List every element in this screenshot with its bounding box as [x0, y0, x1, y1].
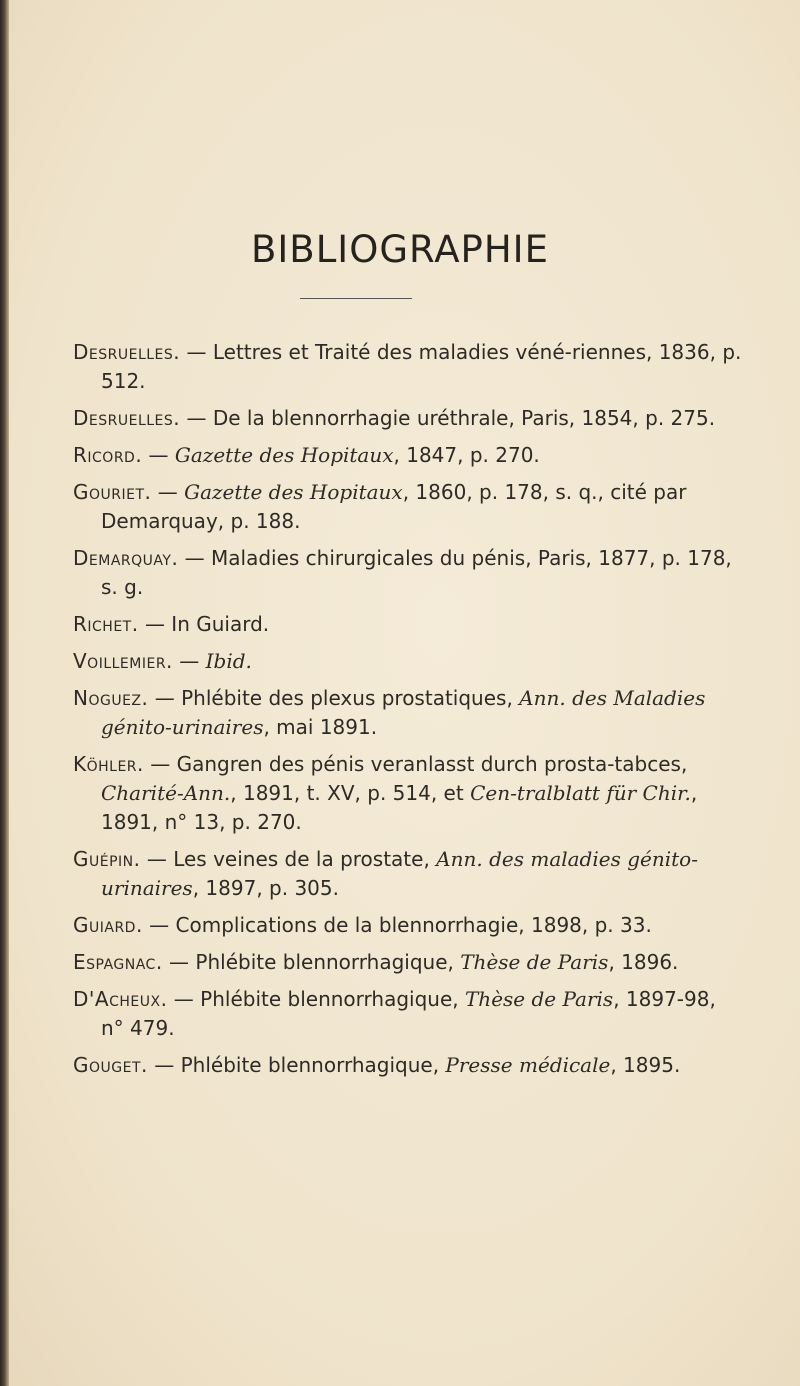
- book-spine-shadow: [0, 0, 9, 1386]
- entry-text-tail: , 1897, p. 305.: [192, 876, 339, 900]
- bibliography-entry: [73, 478, 743, 536]
- entry-text: —: [142, 443, 175, 467]
- entry-text: —: [172, 649, 206, 673]
- entry-author: Richet.: [73, 612, 139, 636]
- entry-author: Guépin.: [73, 847, 141, 871]
- entry-author: Gouget.: [73, 1053, 148, 1077]
- bibliography-entry: [73, 610, 743, 639]
- entry-title-italic: Cen-tralblatt für Chir.: [470, 781, 691, 805]
- entry-text: — Les veines de la prostate,: [140, 847, 437, 871]
- entry-title-italic: Presse médicale: [445, 1053, 611, 1077]
- entry-author: D'Acheux.: [73, 987, 168, 1011]
- bibliography-entry: [73, 441, 743, 470]
- bibliography-list: [73, 338, 743, 1088]
- entry-title-italic: Gazette des Hopitaux: [184, 480, 403, 504]
- entry-text-tail: , 1897-98, n° 479.: [101, 987, 716, 1040]
- entry-author: Gouriet.: [73, 480, 152, 504]
- bibliography-entry: [73, 750, 743, 837]
- page-title: BIBLIOGRAPHIE: [251, 228, 549, 271]
- entry-author: Demarquay.: [73, 546, 179, 570]
- entry-text: — De la blennorrhagie uréthrale, Paris, 1854, p. 275.: [180, 406, 716, 430]
- bibliography-entry: [73, 544, 743, 602]
- entry-author: Noguez.: [73, 686, 149, 710]
- bibliography-entry: [73, 845, 743, 903]
- entry-title-italic: Gazette des Hopitaux: [174, 443, 394, 467]
- entry-text-tail: , 1891, t. XV, p. 514, et: [230, 781, 471, 805]
- entry-text-tail: , 1860, p. 178, s. q., cité par Demarquay, p. 188.: [101, 480, 687, 533]
- entry-title-italic: Ibid.: [205, 649, 252, 673]
- entry-author: Ricord.: [73, 443, 143, 467]
- entry-title-italic: Thèse de Paris: [460, 950, 609, 974]
- entry-author: Desruelles.: [73, 406, 181, 430]
- entry-author: Desruelles.: [73, 340, 181, 364]
- entry-text-tail: , 1847, p. 270.: [393, 443, 540, 467]
- bibliography-entry: [73, 647, 743, 676]
- entry-text: — Lettres et Traité des maladies véné-riennes, 1836, p. 512.: [101, 340, 742, 393]
- bibliography-entry: [73, 338, 743, 396]
- entry-text: — Phlébite blennorrhagique,: [162, 950, 461, 974]
- bibliography-entry: [73, 985, 743, 1043]
- entry-text: — Phlébite des plexus prostatiques,: [148, 686, 520, 710]
- entry-text-tail: , 1896.: [608, 950, 679, 974]
- entry-author: Guiard.: [73, 913, 143, 937]
- entry-text: — Phlébite blennorrhagique,: [167, 987, 465, 1011]
- bibliography-entry: [73, 404, 743, 433]
- entry-text: — In Guiard.: [138, 612, 270, 636]
- entry-title-italic: Ann. des Maladies génito-urinaires: [101, 686, 706, 739]
- entry-text-tail: , 1891, n° 13, p. 270.: [101, 781, 698, 834]
- entry-author: Köhler.: [73, 752, 144, 776]
- entry-author: Espagnac.: [73, 950, 163, 974]
- entry-text-tail: , 1895.: [610, 1053, 681, 1077]
- entry-title-italic: Thèse de Paris: [464, 987, 614, 1011]
- entry-title-italic: Charité-Ann.: [101, 781, 231, 805]
- entry-text: —: [151, 480, 185, 504]
- bibliography-entry: [73, 1051, 743, 1080]
- entry-title-italic: Ann. des maladies génito-urinaires: [101, 847, 698, 900]
- entry-text: — Maladies chirurgicales du pénis, Paris, 1877, p. 178, s. g.: [101, 546, 732, 599]
- entry-text: — Complications de la blennorrhagie, 1898, p. 33.: [142, 913, 652, 937]
- bibliography-entry: [73, 911, 743, 940]
- entry-text: — Gangren des pénis veranlasst durch prosta-tabces,: [143, 752, 688, 776]
- bibliography-entry: [73, 684, 743, 742]
- entry-text: — Phlébite blennorrhagique,: [147, 1053, 446, 1077]
- entry-author: Voillemier.: [73, 649, 173, 673]
- title-divider: [300, 298, 412, 299]
- entry-text-tail: , mai 1891.: [263, 715, 378, 739]
- bibliography-entry: [73, 948, 743, 977]
